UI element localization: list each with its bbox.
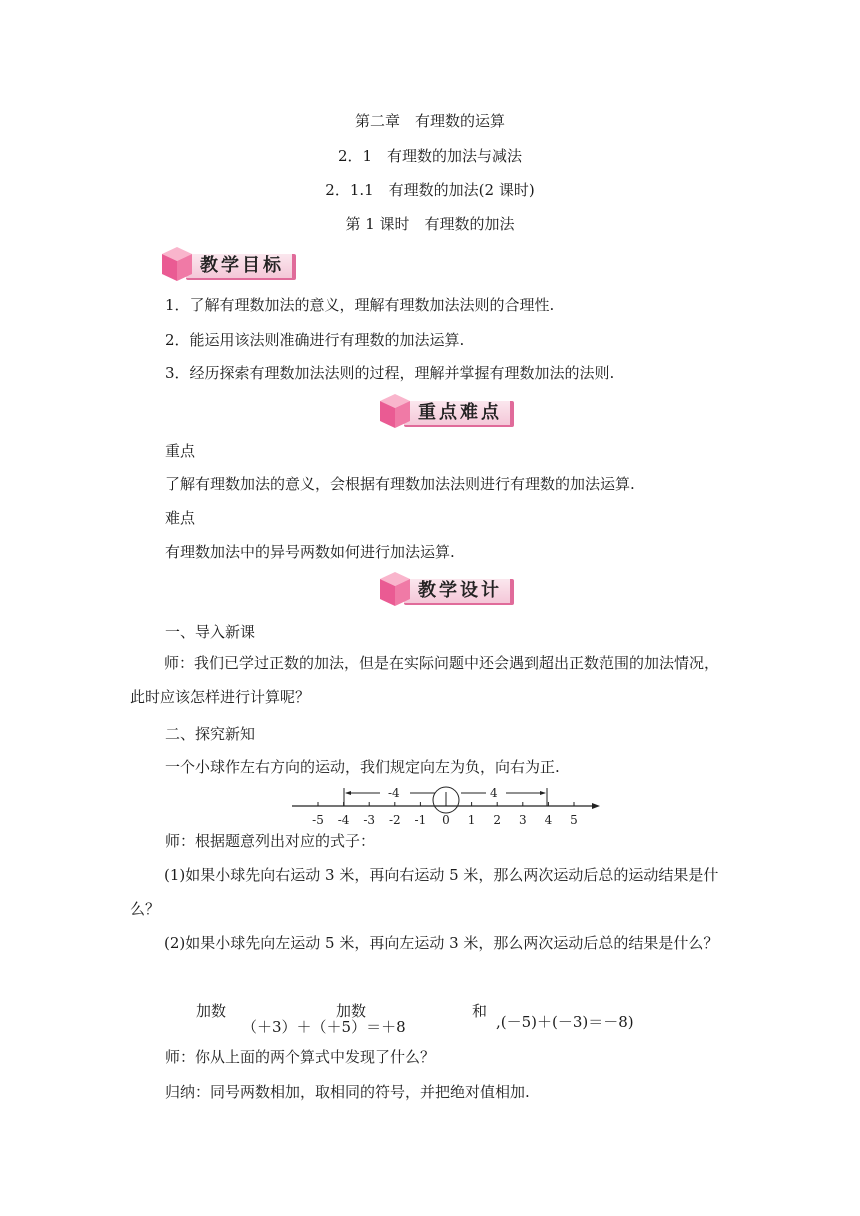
chapter-title: 第二章 有理数的运算 — [354, 112, 505, 130]
important-text: 了解有理数加法的意义，会根据有理数加法法则进行有理数的加法运算. — [165, 475, 635, 493]
cube-icon — [378, 392, 412, 430]
tick-label: 3 — [518, 813, 527, 827]
tick-label: -5 — [312, 813, 324, 827]
question-2: (2)如果小球先向左运动 5 米，再向左运动 3 米，那么两次运动后总的结果是什么？ — [164, 934, 719, 952]
part2-title: 二、探究新知 — [165, 725, 256, 743]
subsection-title: 2．1.1 有理数的加法(2 课时) — [325, 181, 535, 199]
tick-label: 2 — [493, 813, 502, 827]
tick-label: 0 — [442, 813, 450, 827]
objective-item: 3．经历探索有理数加法法则的过程，理解并掌握有理数加法的法则. — [165, 364, 615, 382]
equation-2: ,(－5)＋(－3)＝－8) — [496, 1013, 634, 1031]
key-points-badge-label: 重点难点 — [418, 402, 502, 423]
part2-intro: 一个小球作左右方向的运动，我们规定向左为负，向右为正. — [165, 758, 560, 776]
objective-item: 2．能运用该法则准确进行有理数的加法运算. — [165, 331, 465, 349]
design-badge-label: 教学设计 — [418, 580, 502, 601]
lesson-title: 第 1 课时 有理数的加法 — [345, 215, 515, 233]
cube-icon — [378, 570, 412, 608]
difficult-text: 有理数加法中的异号两数如何进行加法运算. — [165, 543, 455, 561]
sum-label: 和 — [472, 1002, 488, 1020]
right-distance-label: 4 — [490, 786, 498, 800]
arrow-right-icon — [592, 803, 600, 809]
objectives-badge — [160, 245, 300, 285]
tick-label: -4 — [337, 813, 350, 827]
key-points-badge — [378, 392, 518, 432]
addend-label-2: 加数 — [336, 1002, 367, 1020]
tick-label: -1 — [414, 813, 427, 827]
teacher-prompt: 师：根据题意列出对应的式子： — [165, 832, 376, 850]
difficult-label: 难点 — [165, 509, 196, 527]
summary: 归纳：同号两数相加，取相同的符号，并把绝对值相加. — [165, 1083, 530, 1101]
objective-item: 1．了解有理数加法的意义，理解有理数加法法则的合理性. — [165, 296, 555, 314]
tick-label: 5 — [570, 813, 578, 827]
left-distance-label: -4 — [388, 786, 400, 800]
tick-label: -3 — [363, 813, 376, 827]
tick-label: 1 — [467, 813, 476, 827]
important-label: 重点 — [165, 442, 196, 460]
tick-label: -2 — [388, 813, 401, 827]
equation-1: （＋3）＋（＋5）＝＋8 — [242, 1018, 406, 1036]
section-title: 2．1 有理数的加法与减法 — [337, 147, 523, 165]
objectives-badge-label: 教学目标 — [200, 255, 284, 276]
tick-label: 4 — [544, 813, 553, 827]
part1-text: 师：我们已学过正数的加法，但是在实际问题中还会遇到超出正数范围的加法情况，此时应该怎样进行计算呢？ — [130, 654, 720, 706]
question-1: (1)如果小球先向右运动 3 米，再向右运动 5 米，那么两次运动后总的运动结果是什么？ — [130, 866, 719, 918]
addend-label-1: 加数 — [196, 1002, 227, 1020]
number-line — [290, 780, 610, 828]
cube-icon — [160, 245, 194, 283]
part1-title: 一、导入新课 — [165, 623, 256, 641]
teacher-question: 师：你从上面的两个算式中发现了什么？ — [165, 1048, 436, 1066]
design-badge — [378, 570, 518, 610]
